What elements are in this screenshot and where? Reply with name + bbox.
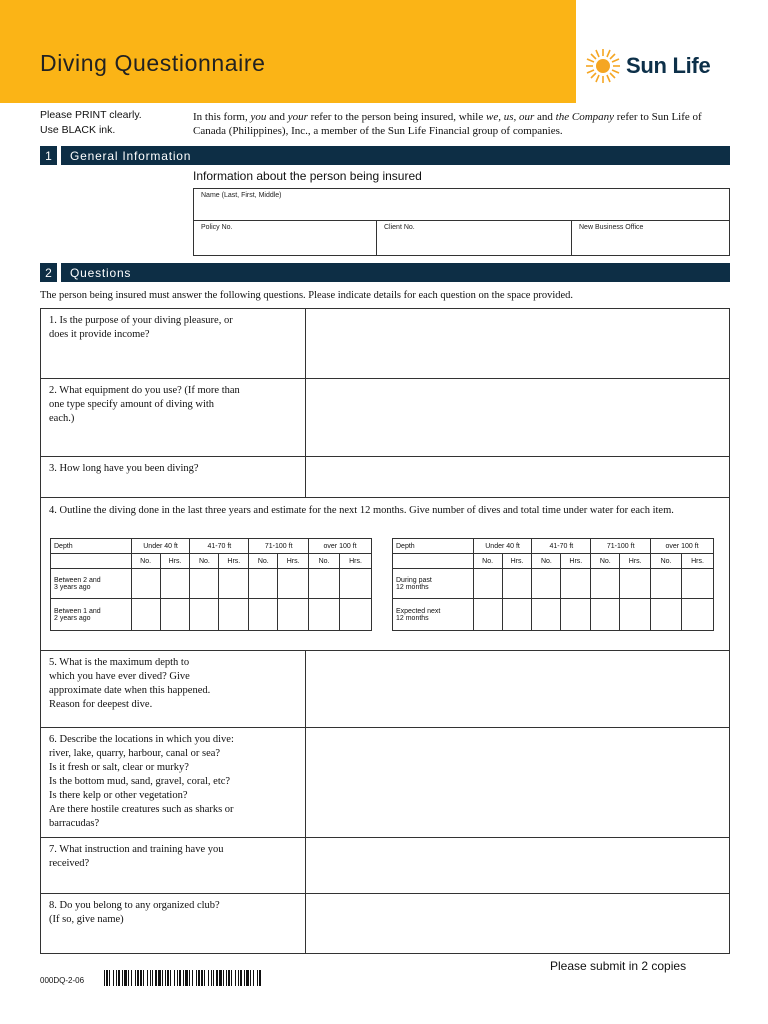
table-cell[interactable] (473, 599, 502, 631)
depth-header: Depth (51, 539, 132, 554)
barcode-bar (244, 970, 245, 986)
barcode-bar (213, 970, 214, 986)
barcode-bar (196, 970, 197, 986)
table-cell[interactable] (278, 569, 309, 599)
barcode-bar (257, 970, 258, 986)
question-2-answer[interactable] (306, 379, 729, 457)
row-label-line: 12 months (396, 614, 429, 622)
barcode-bar (183, 970, 184, 986)
row-label (393, 599, 474, 631)
intro-emphasis: you (250, 111, 267, 123)
section-1-subheading: Information about the person being insured (193, 169, 422, 183)
barcode-bar (189, 970, 190, 986)
barcode-bar (128, 970, 129, 986)
no-header: No. (473, 554, 502, 569)
row-label-line: Expected next (396, 607, 441, 615)
barcode-bar (124, 970, 127, 986)
section-1-title: General Information (61, 146, 730, 165)
depth-table-past (50, 538, 372, 631)
intro-part: In this form, (193, 111, 251, 123)
row-label-line: During past (396, 576, 432, 584)
table-cell[interactable] (219, 599, 249, 631)
table-cell[interactable] (651, 569, 682, 599)
intro-emphasis: we, us, our (486, 111, 535, 123)
depth-subheader-blank (393, 554, 474, 569)
client-number-field[interactable] (376, 220, 572, 256)
barcode-bar (135, 970, 136, 986)
barcode-bar (177, 970, 178, 986)
barcode-bar (158, 970, 161, 986)
questions-instruction: The person being insured must answer the following questions. Please indicate details for each question on the space provided. (40, 290, 574, 301)
table-cell[interactable] (682, 569, 714, 599)
intro-emphasis: the Company (555, 111, 615, 123)
barcode-bar (147, 970, 148, 986)
table-cell[interactable] (190, 569, 219, 599)
print-note-line2: Use BLACK ink. (40, 124, 116, 136)
range-header: 71-100 ft (249, 539, 309, 554)
barcode-bar (235, 970, 236, 986)
section-1-bar (40, 146, 730, 165)
table-cell[interactable] (591, 599, 620, 631)
barcode-bar (106, 970, 108, 986)
question-5-label: 5. What is the maximum depth to which you have ever dived? Give approximate date when this happened. Reason for deepest dive. (41, 651, 306, 728)
row-label-line: Between 2 and (54, 576, 101, 584)
table-cell[interactable] (620, 599, 651, 631)
print-note-line1: Please PRINT clearly. (40, 109, 142, 121)
row-label-line: Between 1 and (54, 607, 101, 615)
no-header: No. (309, 554, 340, 569)
barcode-bar (162, 970, 163, 986)
table-cell[interactable] (309, 569, 340, 599)
barcode-bar (104, 970, 105, 986)
barcode-bar (155, 970, 157, 986)
intro-part: and (266, 111, 288, 123)
table-cell[interactable] (532, 569, 561, 599)
barcode-bar (208, 970, 209, 986)
range-header: 41-70 ft (532, 539, 591, 554)
barcode-bar (140, 970, 142, 986)
table-cell[interactable] (190, 599, 219, 631)
barcode-bar (113, 970, 114, 986)
depth-header: Depth (393, 539, 474, 554)
barcode-bar (152, 970, 153, 986)
question-8-label: 8. Do you belong to any organized club? (If so, give name) (41, 894, 306, 953)
barcode-bar (226, 970, 227, 986)
hrs-header: Hrs. (620, 554, 651, 569)
submit-note: Please submit in 2 copies (550, 959, 687, 973)
barcode-bar (201, 970, 203, 986)
policy-number-field[interactable] (193, 220, 377, 256)
question-row-5 (40, 650, 730, 728)
range-header: 41-70 ft (190, 539, 249, 554)
range-header: over 100 ft (651, 539, 714, 554)
row-label (393, 569, 474, 599)
barcode-bar (219, 970, 222, 986)
table-cell[interactable] (160, 599, 190, 631)
row-label-line: 2 years ago (54, 614, 91, 622)
question-6-label: 6. Describe the locations in which you dive: river, lake, quarry, harbour, canal or sea? Is it fresh or salt, clear or murky? Is the bottom mud, sand, gravel, coral, etc? Is there kelp or other vegetation? Are there hostile creatures such as sharks or barracudas? (41, 728, 306, 838)
table-cell[interactable] (340, 599, 372, 631)
sun-life-logo (584, 47, 710, 85)
barcode-bar (170, 970, 171, 986)
barcode-bar (165, 970, 166, 986)
table-cell[interactable] (249, 569, 278, 599)
table-cell[interactable] (131, 599, 160, 631)
section-2-bar (40, 263, 730, 282)
question-row-3 (40, 456, 730, 498)
form-bottom-border (40, 953, 730, 954)
intro-part: refer to the person being insured, while (307, 111, 486, 123)
policy-label: Policy No. (201, 224, 233, 231)
hrs-header: Hrs. (160, 554, 190, 569)
barcode-bar (246, 970, 249, 986)
table-cell[interactable] (620, 569, 651, 599)
no-header: No. (532, 554, 561, 569)
table-cell[interactable] (532, 599, 561, 631)
question-3-label: 3. How long have you been diving? (41, 457, 306, 498)
barcode-bar (211, 970, 212, 986)
intro-text (193, 110, 733, 138)
table-cell[interactable] (561, 599, 591, 631)
table-cell[interactable] (160, 569, 190, 599)
brand-name: Sun Life (626, 53, 711, 78)
range-header: Under 40 ft (131, 539, 190, 554)
hrs-header: Hrs. (340, 554, 372, 569)
barcode-bar (259, 970, 261, 986)
barcode-bar (198, 970, 200, 986)
range-header: over 100 ft (309, 539, 372, 554)
question-row-2 (40, 378, 730, 457)
barcode-bar (122, 970, 123, 986)
question-8-answer[interactable] (306, 894, 729, 953)
print-note (40, 108, 142, 138)
no-header: No. (249, 554, 278, 569)
hrs-header: Hrs. (682, 554, 714, 569)
barcode-bar (216, 970, 218, 986)
barcode-bar (118, 970, 120, 986)
form-code: 000DQ-2-06 (40, 976, 85, 985)
table-cell[interactable] (131, 569, 160, 599)
name-label: Name (Last, First, Middle) (201, 192, 282, 199)
table-cell[interactable] (502, 569, 532, 599)
table-cell[interactable] (340, 569, 372, 599)
question-1-answer[interactable] (306, 309, 729, 379)
section-2-title: Questions (61, 263, 730, 282)
table-cell[interactable] (651, 599, 682, 631)
barcode-bar (185, 970, 188, 986)
barcode-bar (223, 970, 224, 986)
barcode-bar (250, 970, 251, 986)
barcode-bar (240, 970, 242, 986)
table-cell[interactable] (219, 569, 249, 599)
barcode-bar (143, 970, 144, 986)
no-header: No. (190, 554, 219, 569)
table-cell[interactable] (682, 599, 714, 631)
name-field[interactable] (193, 188, 730, 221)
no-header: No. (591, 554, 620, 569)
row-label (51, 569, 132, 599)
table-cell[interactable] (502, 599, 532, 631)
barcode-bar (167, 970, 169, 986)
table-cell[interactable] (591, 569, 620, 599)
table-cell[interactable] (249, 599, 278, 631)
row-label-line: 3 years ago (54, 583, 91, 591)
barcode-bar (228, 970, 230, 986)
barcode-bar (238, 970, 239, 986)
table-cell[interactable] (278, 599, 309, 631)
question-4-label: 4. Outline the diving done in the last three years and estimate for the next 12 months. Give number of dives and total time under water for each item. (49, 505, 674, 516)
hrs-header: Hrs. (219, 554, 249, 569)
question-row-6 (40, 727, 730, 838)
table-cell[interactable] (309, 599, 340, 631)
barcode-bar (204, 970, 205, 986)
question-2-label: 2. What equipment do you use? (If more than one type specify amount of diving with each.) (41, 379, 306, 457)
hrs-header: Hrs. (502, 554, 532, 569)
question-1-label: 1. Is the purpose of your diving pleasure, or does it provide income? (41, 309, 306, 379)
office-label: New Business Office (579, 224, 644, 231)
intro-emphasis: your (287, 111, 308, 123)
barcode-bar (174, 970, 175, 986)
hrs-header: Hrs. (561, 554, 591, 569)
row-label (51, 599, 132, 631)
range-header: 71-100 ft (591, 539, 651, 554)
section-1-number: 1 (40, 146, 57, 165)
intro-part: and (534, 111, 556, 123)
barcode-bar (150, 970, 151, 986)
question-7-label: 7. What instruction and training have you received? (41, 838, 306, 894)
table-cell[interactable] (473, 569, 502, 599)
question-6-answer[interactable] (306, 728, 729, 838)
barcode-bar (109, 970, 110, 986)
barcode-bar (231, 970, 232, 986)
form-title: Diving Questionnaire (40, 50, 266, 76)
no-header: No. (131, 554, 160, 569)
question-row-8 (40, 893, 730, 953)
barcode-bar (137, 970, 139, 986)
client-label: Client No. (384, 224, 415, 231)
question-row-1 (40, 308, 730, 379)
barcode-bar (131, 970, 132, 986)
barcode-icon (104, 970, 262, 986)
table-cell[interactable] (561, 569, 591, 599)
row-label-line: 12 months (396, 583, 429, 591)
barcode-bar (253, 970, 254, 986)
question-5-answer[interactable] (306, 651, 729, 728)
question-7-answer[interactable] (306, 838, 729, 894)
new-business-office-field[interactable] (571, 220, 730, 256)
hrs-header: Hrs. (278, 554, 309, 569)
intro-part: refer to Sun Life of Canada (Philippines), Inc., a member of the Sun Life Financial group of companies. (193, 111, 702, 137)
depth-subheader-blank (51, 554, 132, 569)
no-header: No. (651, 554, 682, 569)
sun-icon (584, 47, 622, 85)
question-row-7 (40, 837, 730, 894)
section-2-number: 2 (40, 263, 57, 282)
barcode-bar (192, 970, 193, 986)
depth-table-recent (392, 538, 714, 631)
barcode-bar (179, 970, 181, 986)
range-header: Under 40 ft (473, 539, 532, 554)
barcode-bar (116, 970, 117, 986)
question-3-answer[interactable] (306, 457, 729, 498)
